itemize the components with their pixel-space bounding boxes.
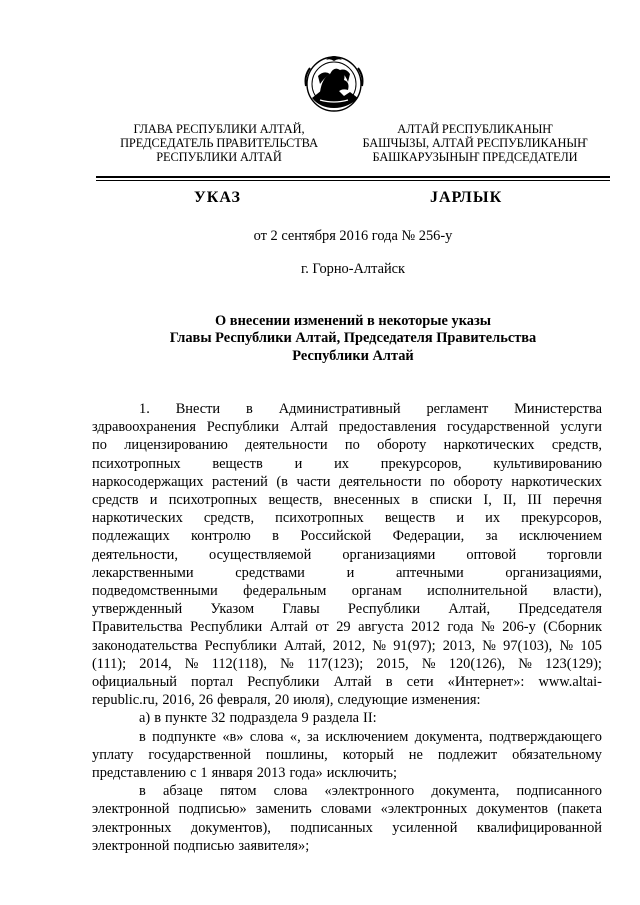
body-word: «электронного [324,783,415,800]
body-word: подписанных [290,819,373,836]
body-word: 120(126), [448,655,506,672]
body-word: № [372,637,387,654]
body-word: Указом [210,601,255,618]
body-word: власти), [553,583,602,600]
body-word: года» [289,765,323,782]
body-word: электронной [92,837,170,854]
body-word: заявителя»; [238,837,310,854]
body-word: подлежащих [92,528,170,545]
header-right-line: БАШКАРУЗЫНЫҤ ПРЕДСЕДАТЕЛИ [372,150,578,164]
body-line [92,473,602,491]
body-word: внесенных [333,492,401,509]
body-word: сети [406,674,434,691]
body-word: государственной [447,419,550,436]
body-word: по [344,437,360,454]
body-word: аптечными [396,564,464,581]
body-word: 9 [301,710,309,727]
body-word: № [559,637,574,654]
body-word: подраздела [229,710,298,727]
body-word: 91(97); [393,637,436,654]
body-word: средств, [551,437,602,454]
body-word: абзаце [162,783,203,800]
header-right-line: АЛТАЙ РЕСПУБЛИКАНЫҤ [397,122,553,136]
body-word: документов), [190,819,271,836]
body-word: в [139,728,146,745]
body-word: февраля, [217,692,271,709]
body-word: августа [358,619,404,636]
body-word: федеральным [243,583,327,600]
body-word: слова [249,728,284,745]
header-left-block [108,122,330,164]
body-word: по [429,473,445,490]
body-word: Республики [190,619,263,636]
header-divider-thin [96,180,610,181]
body-word: 20 [274,692,290,709]
doc-title-russian: УКАЗ [194,189,241,206]
body-word: в [411,492,419,509]
body-word: заменить [255,801,312,818]
body-word: утвержденный [92,601,183,618]
doc-body [92,400,602,855]
body-word: наркотических [92,510,183,527]
body-word: документа, [431,783,500,800]
body-line [92,709,602,727]
body-word: веществ [384,510,436,527]
body-word: 2015, [376,655,409,672]
body-line [92,582,602,600]
body-word: электронной [92,801,170,818]
header-left-line: ПРЕДСЕДАТЕЛЬ ПРАВИТЕЛЬСТВА [120,136,318,150]
body-word: лицензированию [124,437,228,454]
body-word: (Сборник [543,619,602,636]
body-word: оптовой [466,546,517,563]
body-word: а) [139,710,151,727]
body-word: 105 [580,637,602,654]
body-word: словами [320,801,372,818]
body-word: изменения: [411,692,481,709]
body-word: наркосодержащих [92,473,204,490]
body-word: торговли [547,546,602,563]
body-word: 123(129); [545,655,602,672]
body-word: их [485,510,501,527]
body-word: в [272,528,279,545]
body-line [92,655,602,673]
body-word: пункте [164,710,208,727]
body-line [92,509,602,527]
body-word: I, [483,492,492,509]
body-line [92,837,602,855]
body-word: и [456,510,465,527]
body-word: усиленной [392,819,458,836]
body-word: и [149,492,158,509]
body-word: № [482,637,496,654]
body-word: № [184,655,199,672]
body-word: деятельности [339,473,422,490]
body-word: подписью» [178,801,247,818]
body-line [92,564,602,582]
body-word: Административный [278,401,401,417]
body-line [92,527,602,545]
body-word: Правительства [92,619,183,636]
body-word: republic.ru, [92,692,159,709]
body-word: списки [429,492,473,509]
body-word: Председателя [518,601,602,618]
body-word: III [527,492,542,509]
body-line [92,673,602,691]
body-word: представлению [92,765,186,782]
body-word: квалифицированной [476,819,602,836]
body-word: 1. [139,401,150,417]
header-divider-thick [96,176,610,178]
body-line [92,637,602,655]
body-word: пятом [219,783,257,800]
body-word: 29 [336,619,351,636]
body-word: «в» [222,728,244,745]
body-word: уплату [92,746,134,763]
body-word: электронных [92,819,172,836]
body-word: (пакета [557,801,602,818]
body-word: пошлины, [265,746,328,763]
body-word: исполнительной [427,583,528,600]
body-word: психотропных [168,492,258,509]
body-word: (в [276,473,288,490]
body-word: здравоохранения [92,419,196,436]
body-line [92,746,602,764]
body-word: государственной [148,746,251,763]
body-word: деятельности, [92,546,178,563]
body-word: www.altai- [538,674,602,691]
body-word: в [139,783,146,800]
body-line [92,546,602,564]
body-word: исключением [518,528,602,545]
body-word: средствами [235,564,305,581]
body-word: обороту [453,473,503,490]
body-word: Алтай [269,619,308,636]
doc-city: г. Горно-Алтайск [300,261,406,277]
body-word: подтверждающего [488,728,602,745]
subject-line: Республики Алтай [292,347,414,364]
body-word: июля), [293,692,334,709]
body-word: документов [476,801,549,818]
body-word: наркотических [511,473,602,490]
body-word: законодательства [92,637,198,654]
body-line [92,418,602,436]
body-line [92,782,602,800]
body-word: № [421,655,436,672]
doc-date-number: от 2 сентября 2016 года № 256-у [253,228,453,244]
body-word: по [92,437,107,454]
body-word: следующие [337,692,408,709]
body-word: Главы [282,601,320,618]
body-line [92,618,602,636]
body-word: 2013 [256,765,286,782]
body-word: деятельности [245,437,328,454]
body-word: Алтай, [283,637,326,654]
body-word: подведомственными [92,583,218,600]
body-word: «, [289,728,301,745]
body-word: и [346,564,355,581]
body-word: года [447,619,474,636]
body-word: организациями, [505,564,602,581]
body-word: который [342,746,394,763]
body-word: обороту [377,437,427,454]
body-word: 97(103), [503,637,553,654]
body-word: прекурсоров, [521,510,602,527]
body-word: контролю [191,528,251,545]
header-right-line: БАШЧЫЗЫ, АЛТАЙ РЕСПУБЛИКАНЫҤ [362,136,588,150]
body-word: в [385,674,393,691]
body-word: раздела [312,710,360,727]
body-line [92,764,602,782]
body-word: культивированию [493,455,602,472]
body-word: 2012 [411,619,440,636]
body-word: в [154,710,161,727]
subject-line: О внесении изменений в некоторые указы [215,313,491,329]
body-word: 206-у [502,619,536,636]
subject-line: Главы Республики Алтай, Председателя Правительства [169,330,537,347]
body-word: перечня [553,492,602,509]
body-word: документа, [414,728,483,745]
body-word: исключить; [326,765,397,782]
body-word: 2016, [162,692,195,709]
body-word: 2014, [139,655,172,672]
body-word: 112(118), [211,655,267,672]
body-word: с [189,765,197,782]
body-word: Республики [347,601,421,618]
body-word: лекарственными [92,564,194,581]
body-line [92,400,602,418]
body-word: 32 [211,710,226,727]
body-word: в [246,401,253,417]
body-word: прекурсоров, [380,455,462,472]
body-line [92,436,602,454]
body-line [92,728,602,746]
body-word: Республики [206,419,279,436]
body-word: подпункте [152,728,216,745]
body-word: II: [363,710,377,727]
body-word: психотропных [92,455,181,472]
doc-subject [96,313,610,365]
body-word: подлежит [437,746,498,763]
body-word: осуществляемой [209,546,312,563]
body-word: обязательному [512,746,602,763]
body-word: Республики [204,637,277,654]
body-word: за [485,528,498,545]
body-word: портал [191,674,234,691]
header-right-block [348,122,602,164]
body-word: II, [503,492,517,509]
doc-title-altai: JАРЛЫК [430,189,503,206]
body-word: 117(123); [306,655,364,672]
body-word: Алтай [333,674,372,691]
body-word: января [211,765,253,782]
header-left-line: РЕСПУБЛИКИ АЛТАЙ [156,150,282,164]
body-line [92,800,602,818]
body-word: не [408,746,423,763]
body-word: их [334,455,349,472]
body-word: Алтай [289,419,328,436]
body-word: за [307,728,320,745]
body-word: предоставления [338,419,437,436]
body-word: средств [92,492,139,509]
body-word: Внести [175,401,221,417]
body-word: «электронных [380,801,468,818]
body-word: психотропных [275,510,364,527]
coat-of-arms-emblem [302,52,366,114]
body-word: 2012, [332,637,366,654]
body-word: веществ, [268,492,323,509]
body-word: регламент [426,401,489,417]
body-word: Министерства [514,401,602,417]
body-word: растений [212,473,268,490]
body-word: Федерации, [392,528,465,545]
body-line [92,455,602,473]
body-word: и [294,455,303,472]
body-word: «Интернет»: [447,674,525,691]
body-word: слова [273,783,308,800]
body-word: от [315,619,329,636]
body-line [92,491,602,509]
body-word: организациями [342,546,436,563]
body-word: Республики [247,674,320,691]
body-line [92,600,602,618]
body-word: официальный [92,674,177,691]
body-word: 1 [200,765,208,782]
body-word: 26 [198,692,214,709]
body-word: наркотических [443,437,535,454]
body-word: № [480,619,495,636]
body-word: подписью [173,837,235,854]
body-word: веществ [212,455,263,472]
body-word: № [518,655,532,672]
header-left-line: ГЛАВА РЕСПУБЛИКИ АЛТАЙ, [133,122,305,136]
body-word: подписанного [516,783,602,800]
body-word: № [280,655,294,672]
body-word: (111); [92,655,127,672]
body-word: исключением [325,728,409,745]
body-line [92,819,602,837]
body-word: средств, [203,510,255,527]
body-word: услуги [560,419,602,436]
body-line [92,691,602,709]
body-word: 2013, [442,637,476,654]
body-word: органам [351,583,402,600]
body-word: части [296,473,331,490]
body-word: Российской [300,528,372,545]
body-word: Алтай, [448,601,491,618]
